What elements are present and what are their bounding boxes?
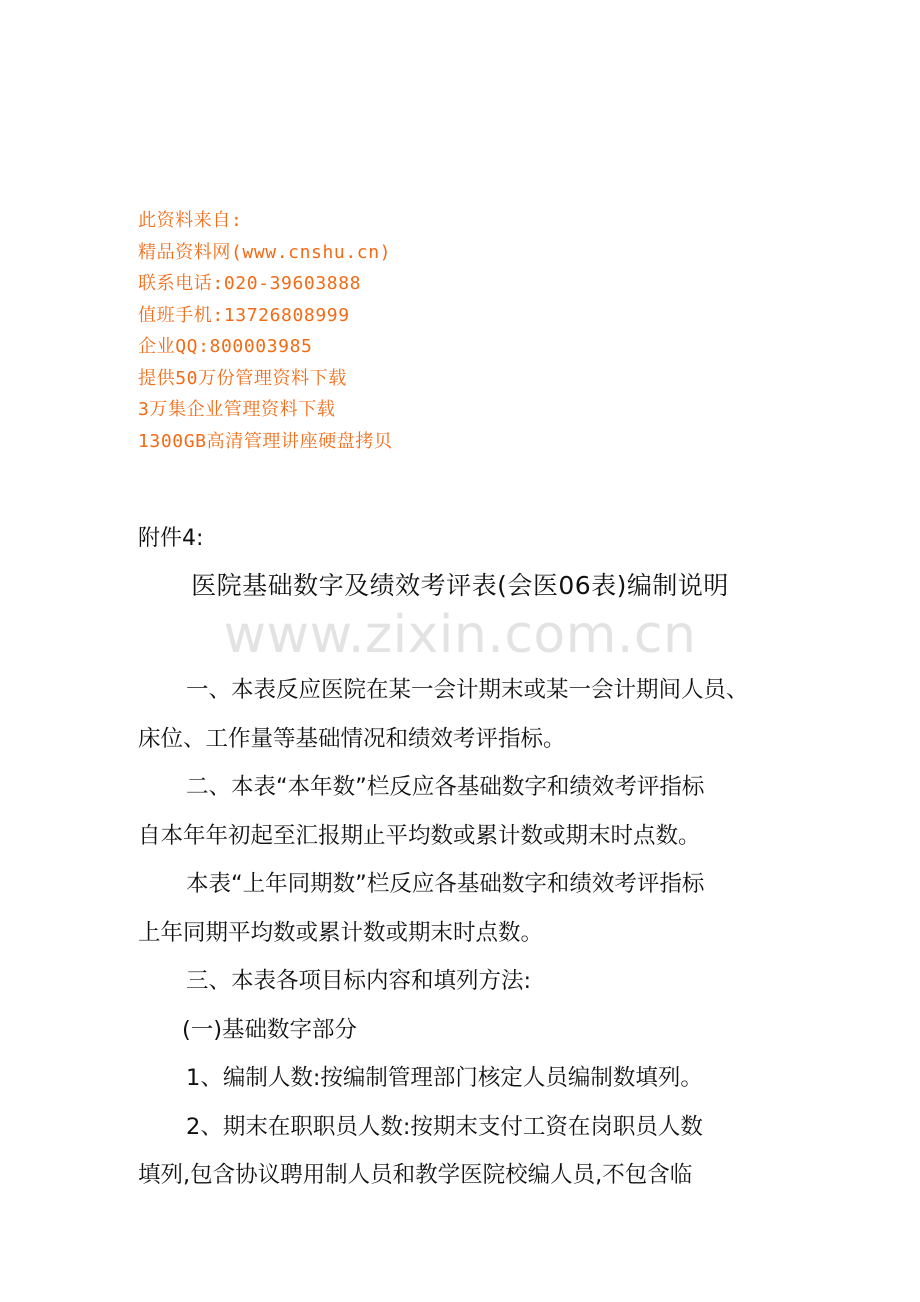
source-info-line: 此资料来自:: [138, 210, 243, 231]
attachment-label: 附件4:: [138, 526, 204, 551]
paragraph-3-line-2: 上年同期平均数或累计数或期末时点数。: [138, 919, 544, 946]
document-body: [138, 666, 784, 1200]
item-1: 1、编制人数:按编制管理部门核定人员编制数填列。: [186, 1065, 703, 1091]
paragraph-1-line-2: 床位、工作量等基础情况和绩效考评指标。: [138, 725, 566, 752]
document-title: 医院基础数字及绩效考评表(会医06表)编制说明: [191, 571, 729, 600]
section-heading-3: 三、本表各项目标内容和填列方法:: [186, 968, 532, 994]
source-info-block: [138, 205, 698, 457]
offer-line-2: 3万集企业管理资料下载: [138, 399, 336, 420]
subsection-heading-1: (一)基础数字部分: [182, 1016, 358, 1043]
watermark-text: www.zixin.com.cn: [223, 605, 697, 665]
paragraph-3-line-1: 本表“上年同期数”栏反应各基础数字和绩效考评指标: [186, 871, 705, 897]
paragraph-2-line-2: 自本年年初起至汇报期止平均数或累计数或期末时点数。: [138, 822, 701, 849]
offer-line-3: 1300GB高清管理讲座硬盘拷贝: [138, 430, 393, 452]
company-qq-line: 企业QQ:800003985: [138, 336, 313, 357]
paragraph-2-line-1: 二、本表“本年数”栏反应各基础数字和绩效考评指标: [186, 774, 705, 800]
item-2-line-2: 填列,包含协议聘用制人员和教学医院校编人员,不包含临: [138, 1162, 693, 1188]
source-website-line: 精品资料网(www.cnshu.cn): [138, 241, 392, 263]
offer-line-1: 提供50万份管理资料下载: [138, 367, 347, 389]
duty-mobile-line: 值班手机:13726808999: [138, 304, 350, 326]
item-2-line-1: 2、期末在职职员人数:按期末支付工资在岗职员人数: [186, 1113, 703, 1140]
contact-phone-line: 联系电话:020-39603888: [138, 273, 362, 294]
paragraph-1-line-1: 一、本表反应医院在某一会计期末或某一会计期间人员、: [186, 677, 749, 703]
